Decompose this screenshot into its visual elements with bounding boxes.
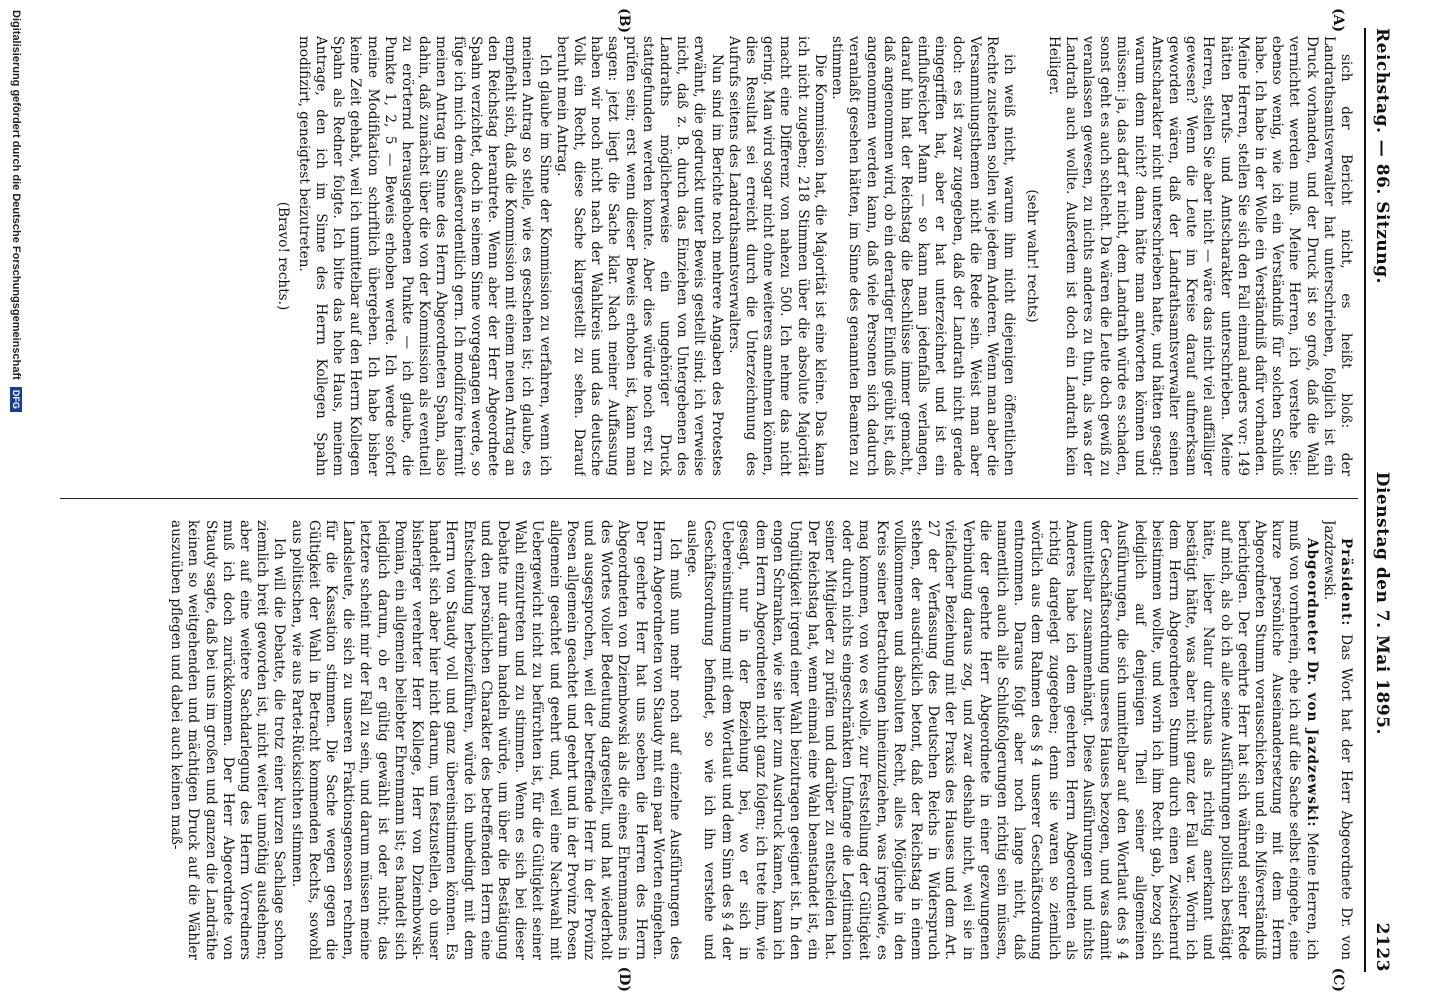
margin-marker-c: (C) xyxy=(1330,967,1346,992)
speaker-jazdzewski: Abgeordneter Dr. von Jazdzewski: xyxy=(1303,538,1320,828)
left-interjection-2: (Bravo! rechts.) xyxy=(274,201,291,311)
left-paragraph-3: Die Kommission hat, die Majorität ist eine kleine. Das kann ich nicht zugeben; 218 Stimmen über die absolute Majorität macht eine Differenz von nahezu 500. Ich nehme das nicht gering. Man wird sogar nicht ohne weiteres annehmen können, dies Resultat sei erreicht durch die Unterzeichnung des Aufrufs seitens des Landrathsamtsverwalters. xyxy=(725,36,828,476)
left-paragraph-5: Ich glaube im Sinne der Kommission zu verfahren, wenn ich meinen Antrag so stelle, wie es geschehen ist; ich glaube, es empfiehlt sich, daß die Kommission mit einem neuen Antrag an den Reichstag herantrete. Wenn aber der Herr Abgeordnete Spahn verzichtet, doch in seinem Sinne vorgegangen werde, so füge ich mich dem außerordentlich gern. Ich modifizire hiermit meinen Antrag im Sinne des Herrn Abgeordneten Spahn, also dahin, daß zunächst über die von der Kommission als eventuell zu erörternd herausgehobenen Punkte — ich glaube, die Punkte 1, 2, 5 — Beweis erhoben werde. Ich werde sofort meine Modifikation schriftlich übergeben. Ich habe bisher keine Zeit gehabt, weil ich unmittelbar auf den Herrn Kollegen Spahn als Redner folgte. Ich bitte das hohe Haus, meinem Antrage, den ich im Sinne des Herrn Kollegen Spahn modifizirt, geneigtest beizutreten. xyxy=(295,36,553,476)
left-paragraph-1: sich der Bericht nicht, es heißt bloß: der Landrathsamtsverwalter hat unterschrieben, folglich ist ein Druck vorhanden, und der Druck ist so groß, daß die Wahl vernichtet werden muß. Meine Herren, ich verstehe Sie: ebenso wenig, wie ich ein Verständniß für solchen Schluß habe. Ich habe in der Wolle ein Verständniß dafür vorhanden. Meine Herren, stellen Sie sich den Fall einmal anders vor: 149 hätten Berufs- und Amtscharakter unterschrieben. Meine Herren, stellen Sie aber nicht — wäre das nicht viel auffälliger gewesen? Wenn die Leute im Kreise darauf aufmerksam geworden wären, daß der Landrathsamtsverwalter seinen Amtscharakter nicht unterschrieben hatte, und hätten gesagt: warum denn nicht? dann hätte man antworten können und müssen: ja, das darf er nicht, dem Landrath würde es schaden, sonst geht es auch schlecht. Da wären die Leute doch gewiß zu veranlassen gewesen, zu nichts anderes zu thun, als was der Landrath auch wollte. Außerdem ist doch ein Landrath kein Heiliger. xyxy=(1045,36,1354,476)
margin-marker-b: (B) xyxy=(616,8,632,34)
right-paragraph-2: Meine Herren, ich muß von vornherein, ehe ich auf die Sache selbst eingehe, eine kurze persönliche Auseinandersetzung mit dem Herrn Abgeordneten Stumm vorausschicken und ein Mißverständniß berichtigen. Der geehrte Herr hat sich während seiner Rede auf mich, als ob ich alle seine Ausführungen politisch bestätigt hätte, lieber Natur durchaus als richtig anerkannt und bestätigt hätte, was aber nicht ganz der Fall war. Worin ich dem Herrn Abgeordneten Stumm durch einen Zwischenruf beistimmen wollte, und worin ich ihm Recht gab, bezog sich lediglich auf denjenigen Theil seiner allgemeinen Ausführungen, die sich unmittelbar auf den Wortlaut des § 4 der Geschäftsordnung unseres Hauses bezogen, und was damit unmittelbar zusammenhängt. Diese Ausführungen und nichts Anderes habe ich dem geehrten Herrn Abgeordneten als richtig dargelegt zugegeben; denn sie waren so ziemlich wörtlich aus dem Rahmen des § 4 unserer Geschäftsordnung entnommen. Daraus folgt aber noch lange nicht, daß namentlich auch alle Schlußfolgerungen richtig sein müssen, die der geehrte Herr Abgeordnete in einer gezwungenen Verbindung daraus zog, und zwar deshalb nicht, weil sie in vielfacher Beziehung mit der Praxis des Hauses und dem Art. 27 der Verfassung des Deutschen Reichs in Widerspruch stehen, der ausdrücklich betont, daß der Reichstag in einem vollkommenen und absoluten Recht, alles Mögliche in den Kreis seiner Betrachtungen hineinzuziehen, was irgendwie, es mag kommen, von wo es wolle, zur Feststellung der Gültigkeit oder durch nichts eingeschränkten Umfange die Legitimation seiner Mitglieder zu prüfen und darüber zu entscheiden hat. Der Reichstag hat, wenn einmal eine Wahl beanstandet ist, ein Ungültigkeit irgend einer Wahl beizutragen geeignet ist. In den engen Schranken, wie sie hier zum Ausdruck kamen, kann ich dem Herrn Abgeordneten nicht ganz folgen; ich trete ihm, wie gesagt, nur in der Beziehung bei, wo er sich in Uebereinstimmung mit dem Wortlaut und dem Sinn des § 4 der Geschäftsordnung befindet, so wie ich ihn verstehe und auslege. xyxy=(684,520,1320,960)
digitization-footer xyxy=(10,10,22,990)
right-column xyxy=(167,520,1354,960)
footer-text: Digitalisierung gefördert durch die Deutsche Forschungsgemeinschaft xyxy=(10,10,22,380)
column-divider xyxy=(60,498,1358,499)
right-paragraph-4: Ich will die Debatte, die trotz einer kurzen Sachlage schon ziemlich breit geworden ist, nicht weiter unnöthig ausdehnen; aber auf eine weitere Sachdarlegung des Herrn Vorredners muß ich doch zurückkommen. Der Herr Abgeordnete von Staudy sagte, daß bei uns im großen und ganzen die Landräthe keinen so weitgehenden und mächtigen Druck auf die Wähler auszuüben pflegen und dabei auch keinen maß- xyxy=(168,520,288,960)
left-interjection-1: (sehr wahr! rechts) xyxy=(1024,189,1041,323)
speaker-president: Präsident: xyxy=(1338,538,1354,627)
page-number: 2123 xyxy=(1372,922,1392,972)
left-paragraph-4: Nun sind im Berichte noch mehrere Angaben des Protestes erwähnt, die gedruckt unter Beweis gestellt sind; ich verweise nicht, daß z. B. durch das Einziehen von Untergebenen des Landraths möglicherweise ein ungehöriger Druck stattgefunden werden konnte. Aber dies würde noch erst zu prüfen sein; erst wenn dieser Beweis erhoben ist, kann man sagen: jetzt liegt die Sache klar. Nach meiner Auffassung haben wir noch nicht nach der Wahlkreis und das deutsche Volk ein Recht, diese Sache klargestellt zu sehen. Darauf beruht mein Antrag. xyxy=(553,36,725,476)
left-paragraph-2: ich weiß nicht, warum ihm nicht diejenigen öffentlichen Rechte zustehen sollen wie jedem Anderen. Wenn man aber die Versammlungsthemen nicht die Rede sein. Weist man aber doch: es ist zwar zugegeben, daß der Landrath nicht gerade eingegriffen hat, aber er hat unterzeichnet und ist ein einflußreicher Mann — so kann man jedenfalls verlangen, darauf hin hat der Reichstag die Beschlüsse immer gemacht, daß angenommen wird, ob ein derartiger Einfluß geübt ist, daß angenommen werden kann, daß viele Personen sich dadurch veranlaßt gesehen hätten, im Sinne des genannten Beamten zu stimmen. xyxy=(829,36,1018,476)
right-paragraph-3: Ich muß nun mehr noch auf einzelne Ausführungen des Herrn Abgeordneten von Staudy mit ein paar Worten eingehen. Der geehrte Herr hat uns soeben die Herren des Herrn Abgeordneten von Dziembowski als die eines Ehrenmannes in des Wortes voller Bedeutung dargestellt, und hat wiederholt und ausgesprochen, weil der betreffende Herr in der Provinz Posen allgemein geachtet und geehrt und in der Provinz Posen allgemein geachtet und geehrt und, weil eine Nachwahl mit Uebergewicht nicht zu befürchten ist, für die Gültigkeit seiner Wahl einzutreten und zu stimmen. Wenn es sich bei dieser Debatte nur darum handeln würde, um über die Bestätigung und den persönlichen Charakter des betreffenden Herrn eine Entscheidung herbeizuführen, würde ich unbedingt mit dem Herrn von Staudy voll und ganz übereinstimmen können. Es handelt sich aber hier nicht darum, um festzustellen, ob unser bisheriger verehrter Herr Kollege, Herr von Dziembowski-Pomian, ein allgemein beliebter Ehrenmann ist; es handelt sich lediglich darum, ob er gültig gewählt ist oder nicht; das letztere scheint mir der Fall zu sein, und darum müssen meine Landsleute, die sich zu unseren Fraktionsgenossen rechnen, für die Kassation stimmen. Die Sache wegen gegen die Gültigkeit der Wahl in Betracht kommenden Rechts, sowohl aus politischen, wie aus Partei-Rücksichten stimmen. xyxy=(288,520,684,960)
margin-marker-d: (D) xyxy=(616,966,632,992)
header-left: Reichstag. — 86. Sitzung. xyxy=(1372,28,1392,284)
margin-marker-a: (A) xyxy=(1330,8,1346,33)
dfg-logo: DFG xyxy=(10,387,22,412)
page-header xyxy=(1372,28,1392,972)
header-center: Dienstag den 7. Mai 1895. xyxy=(1372,471,1392,735)
header-rule xyxy=(1364,28,1366,972)
left-column xyxy=(267,36,1354,476)
right-paragraph-1: Das Wort hat der Herr Abgeordnete Dr. von Jazdzewski. xyxy=(1320,520,1354,960)
